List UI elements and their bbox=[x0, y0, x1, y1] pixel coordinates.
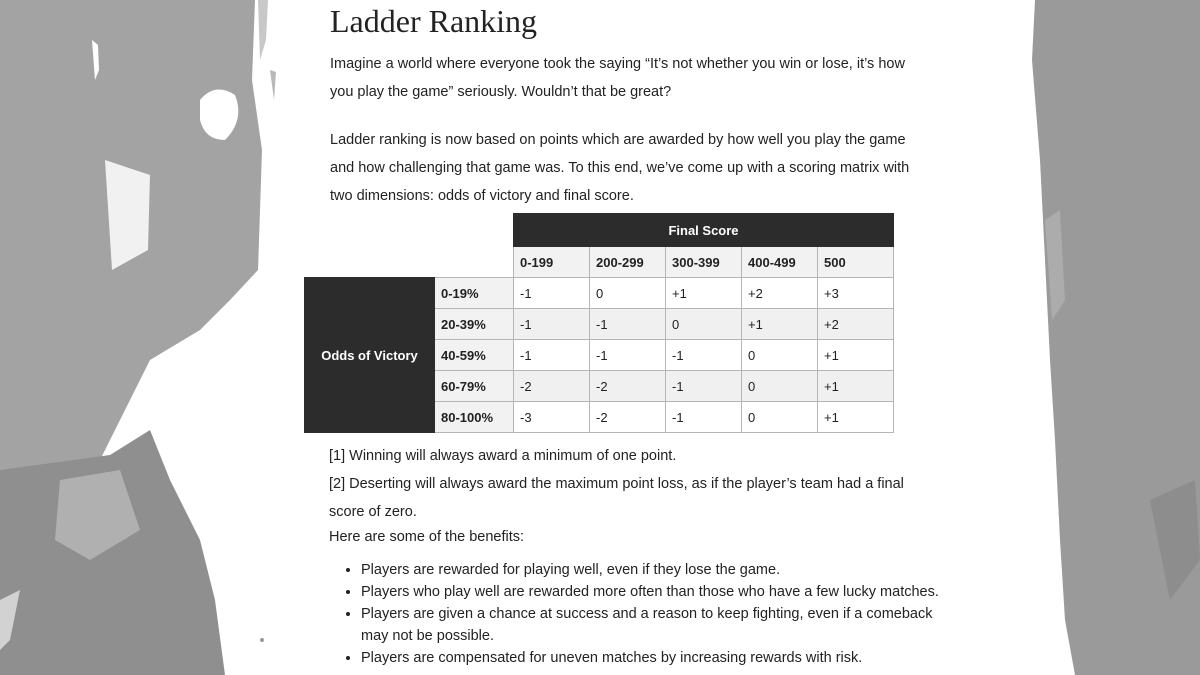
scoring-matrix-table bbox=[304, 213, 894, 433]
table-cell: -2 bbox=[590, 371, 666, 402]
column-header: 0-199 bbox=[514, 247, 590, 278]
table-cell: 0 bbox=[742, 340, 818, 371]
list-item: • Players are given a chance at success and a reason to keep fighting, even if a comeback may not be possible. bbox=[361, 603, 961, 647]
table-cell: +3 bbox=[818, 278, 894, 309]
table-cell: +1 bbox=[818, 402, 894, 433]
column-header: 500 bbox=[818, 247, 894, 278]
table-cell: -3 bbox=[514, 402, 590, 433]
footnote-deserting: [2] Deserting will always award the maximum point loss, as if the player’s team had a final score of zero. bbox=[329, 476, 904, 520]
description-paragraph: Ladder ranking is now based on points which are awarded by how well you play the game and how challenging that game was. To this end, we’ve come up with a scoring matrix with two dimensions: odds of victory and final score. bbox=[330, 132, 910, 204]
ink-brush-decoration-right bbox=[1000, 0, 1200, 675]
benefits-list bbox=[329, 559, 961, 669]
table-cell: +1 bbox=[742, 309, 818, 340]
table-cell: -1 bbox=[666, 371, 742, 402]
column-header: 400-499 bbox=[742, 247, 818, 278]
list-item: • Players who play well are rewarded more often than those who have a few lucky matches. bbox=[361, 581, 961, 603]
table-row bbox=[305, 247, 894, 278]
table-cell: +2 bbox=[742, 278, 818, 309]
row-header: 20-39% bbox=[435, 309, 514, 340]
empty-corner-cell bbox=[305, 247, 514, 278]
list-item: • Players are rewarded for playing well, even if they lose the game. bbox=[361, 559, 961, 581]
empty-corner-cell bbox=[305, 214, 514, 247]
odds-of-victory-header: Odds of Victory bbox=[305, 278, 435, 433]
table-cell: 0 bbox=[666, 309, 742, 340]
table-cell: -2 bbox=[514, 371, 590, 402]
row-header: 80-100% bbox=[435, 402, 514, 433]
column-header: 300-399 bbox=[666, 247, 742, 278]
table-cell: +1 bbox=[666, 278, 742, 309]
table-cell: 0 bbox=[590, 278, 666, 309]
table-row bbox=[305, 214, 894, 247]
benefits-intro: Here are some of the benefits: bbox=[329, 529, 525, 545]
page-title: Ladder Ranking bbox=[330, 3, 538, 39]
table-cell: +1 bbox=[818, 371, 894, 402]
table-cell: +1 bbox=[818, 340, 894, 371]
table-cell: -1 bbox=[590, 309, 666, 340]
table-cell: -2 bbox=[590, 402, 666, 433]
table-cell: +2 bbox=[818, 309, 894, 340]
table-cell: -1 bbox=[666, 340, 742, 371]
table-cell: -1 bbox=[514, 278, 590, 309]
final-score-header: Final Score bbox=[514, 214, 894, 247]
row-header: 0-19% bbox=[435, 278, 514, 309]
table-cell: -1 bbox=[514, 340, 590, 371]
table-cell: -1 bbox=[590, 340, 666, 371]
list-item: • Players are compensated for uneven matches by increasing rewards with risk. bbox=[361, 647, 961, 669]
ink-brush-decoration-left bbox=[0, 0, 300, 675]
row-header: 60-79% bbox=[435, 371, 514, 402]
table-cell: -1 bbox=[666, 402, 742, 433]
column-header: 200-299 bbox=[590, 247, 666, 278]
table-cell: -1 bbox=[514, 309, 590, 340]
table-cell: 0 bbox=[742, 402, 818, 433]
row-header: 40-59% bbox=[435, 340, 514, 371]
footnote-winning: [1] Winning will always award a minimum of one point. bbox=[329, 448, 677, 464]
intro-paragraph: Imagine a world where everyone took the saying “It’s not whether you win or lose, it’s how you play the game” seriously. Wouldn’t that be great? bbox=[330, 56, 905, 100]
table-cell: 0 bbox=[742, 371, 818, 402]
table-row bbox=[305, 278, 894, 309]
